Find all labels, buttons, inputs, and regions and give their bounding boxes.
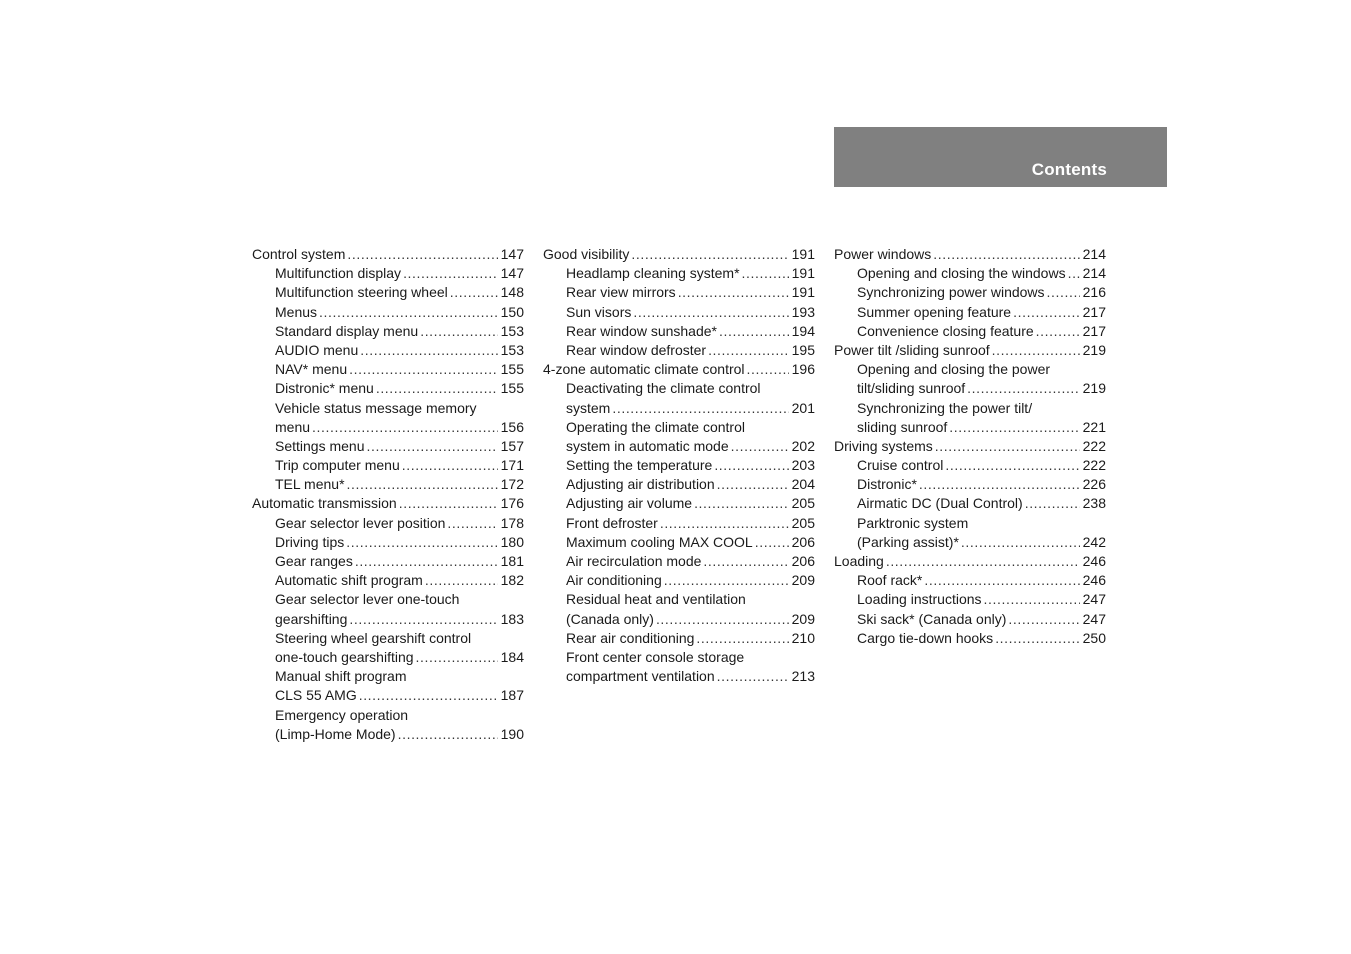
toc-leader-dots — [450, 283, 498, 302]
toc-entry-title: TEL menu* — [275, 476, 345, 493]
toc-entry[interactable] — [543, 667, 815, 686]
toc-entry-page: 213 — [791, 668, 815, 685]
toc-leader-dots — [1036, 322, 1080, 341]
contents-header-tab — [834, 127, 1167, 187]
toc-entry-page: 181 — [500, 553, 524, 569]
toc-entry-title: Air conditioning — [566, 572, 662, 589]
toc-entry[interactable] — [543, 399, 815, 418]
toc-entry-title: NAV* menu — [275, 361, 348, 378]
toc-entry-page: 194 — [791, 322, 815, 339]
toc-entry-title: 4-zone automatic climate control — [543, 361, 745, 378]
toc-entry[interactable] — [834, 360, 1106, 379]
toc-entry-title: Opening and closing the power — [857, 361, 1051, 378]
toc-entry-page: 242 — [1082, 533, 1106, 550]
toc-leader-dots — [742, 264, 789, 283]
toc-entry-title: Multifunction display — [275, 265, 402, 282]
toc-entry-page: 217 — [1082, 303, 1106, 320]
toc-entry[interactable] — [543, 571, 815, 590]
toc-entry-title: Cargo tie-down hooks — [857, 629, 994, 646]
toc-leader-dots — [984, 590, 1080, 609]
toc-leader-dots — [376, 379, 498, 398]
toc-entry[interactable] — [252, 245, 524, 264]
toc-leader-dots — [1013, 303, 1080, 322]
toc-entry-title: Setting the temperature — [566, 457, 713, 474]
toc-entry-page: 250 — [1082, 629, 1106, 646]
toc-column-3 — [834, 245, 1106, 648]
toc-entry[interactable] — [834, 571, 1106, 590]
toc-leader-dots — [731, 437, 789, 456]
toc-entry-title: Loading instructions — [857, 591, 982, 608]
toc-leader-dots — [347, 245, 498, 264]
toc-entry-page: 205 — [791, 495, 815, 512]
toc-leader-dots — [1047, 283, 1080, 302]
toc-entry[interactable] — [252, 283, 524, 302]
toc-entry-page: 247 — [1082, 591, 1106, 608]
toc-entry[interactable] — [543, 456, 815, 475]
toc-entry[interactable] — [252, 590, 524, 609]
toc-entry-title: Convenience closing feature — [857, 322, 1034, 339]
toc-leader-dots — [612, 399, 789, 418]
toc-entry[interactable] — [834, 399, 1106, 418]
toc-entry-page: 196 — [791, 361, 815, 378]
toc-entry-title: (Parking assist)* — [857, 533, 959, 550]
toc-leader-dots — [660, 514, 789, 533]
toc-entry-title: Air recirculation mode — [566, 553, 702, 569]
toc-entry-title: Front center console storage — [566, 648, 745, 665]
toc-entry-page: 204 — [791, 476, 815, 493]
toc-leader-dots — [633, 303, 789, 322]
toc-entry-page: 153 — [500, 322, 524, 339]
toc-entry-title: Adjusting air volume — [566, 495, 693, 512]
toc-entry-title: Residual heat and ventilation — [566, 591, 746, 608]
toc-leader-dots — [924, 571, 1080, 590]
toc-entry-page: 214 — [1082, 246, 1106, 262]
toc-entry[interactable] — [252, 379, 524, 398]
toc-entry[interactable] — [252, 264, 524, 283]
toc-entry-page: 183 — [500, 610, 524, 627]
toc-entry-title: Settings menu — [275, 437, 365, 454]
toc-leader-dots — [319, 303, 498, 322]
toc-entry-page: 221 — [1082, 418, 1106, 435]
toc-entry[interactable] — [252, 629, 524, 648]
toc-entry[interactable] — [543, 533, 815, 552]
toc-entry-page: 206 — [791, 533, 815, 550]
toc-entry-title: Driving systems — [834, 437, 933, 454]
toc-entry-title: menu — [275, 418, 311, 435]
toc-leader-dots — [995, 629, 1080, 648]
toc-entry[interactable] — [834, 552, 1106, 571]
toc-entry-page: 182 — [500, 572, 524, 589]
toc-entry[interactable] — [543, 283, 815, 302]
toc-entry-page: 148 — [500, 284, 524, 301]
toc-entry-page: 246 — [1082, 553, 1106, 569]
toc-entry[interactable] — [834, 264, 1106, 283]
toc-entry-title: AUDIO menu — [275, 341, 359, 358]
toc-entry[interactable] — [834, 456, 1106, 475]
toc-leader-dots — [945, 456, 1080, 475]
toc-entry[interactable] — [834, 437, 1106, 456]
toc-entry[interactable] — [543, 590, 815, 609]
toc-leader-dots — [992, 341, 1080, 360]
toc-entry[interactable] — [834, 245, 1106, 264]
toc-entry[interactable] — [543, 379, 815, 398]
toc-entry-page: 147 — [500, 265, 524, 282]
toc-leader-dots — [349, 360, 498, 379]
page-title: Contents — [1031, 160, 1107, 179]
toc-entry[interactable] — [252, 322, 524, 341]
toc-leader-dots — [678, 283, 789, 302]
toc-leader-dots — [346, 533, 498, 552]
toc-entry-title: Opening and closing the windows — [857, 265, 1066, 282]
toc-entry-page: 172 — [500, 476, 524, 493]
toc-entry[interactable] — [252, 686, 524, 705]
toc-entry-title: Sun visors — [566, 303, 632, 320]
toc-entry-title: system in automatic mode — [566, 437, 729, 454]
toc-entry[interactable] — [543, 322, 815, 341]
toc-entry[interactable] — [543, 341, 815, 360]
toc-leader-dots — [1068, 264, 1080, 283]
toc-entry-title: Automatic shift program — [275, 572, 423, 589]
toc-entry-page: 202 — [791, 437, 815, 454]
toc-leader-dots — [719, 322, 789, 341]
toc-entry-page: 217 — [1082, 322, 1106, 339]
toc-entry[interactable] — [834, 379, 1106, 398]
toc-entry-title: gearshifting — [275, 610, 348, 627]
toc-leader-dots — [696, 629, 789, 648]
toc-entry-page: 222 — [1082, 437, 1106, 454]
toc-entry-title: Control system — [252, 246, 346, 262]
toc-leader-dots — [447, 514, 498, 533]
toc-entry[interactable] — [252, 610, 524, 629]
toc-entry-page: 190 — [500, 725, 524, 742]
toc-leader-dots — [402, 456, 498, 475]
toc-entry-page: 216 — [1082, 284, 1106, 301]
toc-entry-title: Vehicle status message memory — [275, 399, 477, 416]
toc-leader-dots — [933, 245, 1080, 264]
toc-entry-title: Airmatic DC (Dual Control) — [857, 495, 1023, 512]
toc-entry[interactable] — [834, 514, 1106, 533]
toc-entry[interactable] — [252, 648, 524, 667]
toc-entry[interactable] — [252, 341, 524, 360]
toc-leader-dots — [367, 437, 499, 456]
toc-leader-dots — [949, 418, 1080, 437]
toc-entry-page: 219 — [1082, 380, 1106, 397]
toc-entry[interactable] — [543, 475, 815, 494]
toc-entry-title: system — [566, 399, 611, 416]
toc-entry-page: 157 — [500, 437, 524, 454]
toc-entry[interactable] — [834, 494, 1106, 513]
toc-entry-page: 178 — [500, 514, 524, 531]
toc-leader-dots — [399, 494, 498, 513]
toc-entry-title: Gear selector lever one-touch — [275, 591, 460, 608]
toc-entry-title: Adjusting air distribution — [566, 476, 715, 493]
toc-entry[interactable] — [252, 667, 524, 686]
toc-entry-page: 184 — [500, 648, 524, 665]
toc-entry-title: Rear window defroster — [566, 341, 707, 358]
toc-entry[interactable] — [543, 648, 815, 667]
toc-entry-title: Operating the climate control — [566, 418, 745, 435]
toc-entry[interactable] — [252, 706, 524, 725]
toc-entry[interactable] — [252, 437, 524, 456]
toc-leader-dots — [420, 322, 498, 341]
toc-entry[interactable] — [834, 283, 1106, 302]
toc-leader-dots — [403, 264, 498, 283]
toc-entry[interactable] — [252, 418, 524, 437]
toc-entry-page: 155 — [500, 361, 524, 378]
toc-entry-title: Distronic* — [857, 476, 917, 493]
toc-entry-title: Driving tips — [275, 533, 345, 550]
toc-entry[interactable] — [252, 533, 524, 552]
toc-entry-page: 187 — [500, 687, 524, 704]
toc-entry-page: 147 — [500, 246, 524, 262]
toc-entry-page: 191 — [791, 246, 815, 262]
toc-entry[interactable] — [543, 514, 815, 533]
toc-entry-title: Rear air conditioning — [566, 629, 695, 646]
toc-leader-dots — [349, 610, 498, 629]
toc-entry-title: tilt/sliding sunroof — [857, 380, 966, 397]
toc-entry[interactable] — [543, 629, 815, 648]
toc-leader-dots — [416, 648, 498, 667]
toc-entry-page: 209 — [791, 610, 815, 627]
toc-entry-title: (Limp-Home Mode) — [275, 725, 396, 742]
toc-entry[interactable] — [252, 456, 524, 475]
toc-entry[interactable] — [252, 494, 524, 513]
toc-entry[interactable] — [252, 571, 524, 590]
toc-entry-title: Good visibility — [543, 246, 630, 262]
toc-entry-page: 209 — [791, 572, 815, 589]
toc-entry-title: CLS 55 AMG — [275, 687, 357, 704]
toc-entry[interactable] — [543, 264, 815, 283]
toc-entry[interactable] — [834, 610, 1106, 629]
toc-entry-title: Gear ranges — [275, 553, 353, 569]
toc-entry-page: 150 — [500, 303, 524, 320]
toc-entry-page: 180 — [500, 533, 524, 550]
toc-entry-page: 176 — [500, 495, 524, 512]
toc-entry[interactable] — [834, 418, 1106, 437]
toc-entry-title: Front defroster — [566, 514, 658, 531]
toc-entry-title: Summer opening feature — [857, 303, 1012, 320]
toc-entry-title: Automatic transmission — [252, 495, 397, 512]
toc-entry-title: Manual shift program — [275, 668, 407, 685]
toc-entry[interactable] — [834, 303, 1106, 322]
toc-entry[interactable] — [834, 341, 1106, 360]
toc-entry[interactable] — [543, 245, 815, 264]
toc-entry-title: Gear selector lever position — [275, 514, 446, 531]
toc-entry-title: Parktronic system — [857, 514, 969, 531]
toc-entry[interactable] — [834, 322, 1106, 341]
toc-entry-page: 193 — [791, 303, 815, 320]
toc-entry-page: 206 — [791, 553, 815, 569]
toc-entry-title: Maximum cooling MAX COOL — [566, 533, 753, 550]
toc-leader-dots — [347, 475, 498, 494]
toc-entry-title: Trip computer menu — [275, 457, 400, 474]
toc-entry[interactable] — [543, 552, 815, 571]
toc-entry-title: compartment ventilation — [566, 668, 715, 685]
toc-leader-dots — [755, 533, 789, 552]
toc-leader-dots — [694, 494, 789, 513]
toc-entry-page: 203 — [791, 457, 815, 474]
toc-leader-dots — [664, 571, 789, 590]
toc-leader-dots — [1008, 610, 1080, 629]
toc-entry-title: Menus — [275, 303, 318, 320]
toc-entry[interactable] — [543, 494, 815, 513]
toc-leader-dots — [425, 571, 498, 590]
toc-entry[interactable] — [543, 418, 815, 437]
toc-leader-dots — [355, 552, 498, 571]
toc-entry-title: Loading — [834, 553, 884, 569]
toc-leader-dots — [631, 245, 789, 264]
toc-entry-title: Standard display menu — [275, 322, 419, 339]
toc-entry[interactable] — [834, 590, 1106, 609]
toc-leader-dots — [714, 456, 789, 475]
toc-entry-page: 171 — [500, 457, 524, 474]
toc-entry[interactable] — [252, 475, 524, 494]
toc-entry-page: 210 — [791, 629, 815, 646]
toc-leader-dots — [708, 341, 789, 360]
toc-entry[interactable] — [543, 360, 815, 379]
toc-entry-title: Deactivating the climate control — [566, 380, 761, 397]
toc-entry[interactable] — [252, 360, 524, 379]
toc-entry-page: 214 — [1082, 265, 1106, 282]
toc-entry[interactable] — [543, 610, 815, 629]
toc-entry-page: 191 — [791, 265, 815, 282]
toc-entry-page: 238 — [1082, 495, 1106, 512]
toc-leader-dots — [398, 725, 498, 744]
toc-column-1 — [252, 245, 524, 744]
toc-entry-page: 153 — [500, 341, 524, 358]
toc-entry[interactable] — [834, 475, 1106, 494]
toc-entry[interactable] — [252, 725, 524, 744]
toc-entry[interactable] — [834, 629, 1106, 648]
toc-entry-title: Synchronizing power windows — [857, 284, 1045, 301]
toc-column-2 — [543, 245, 815, 686]
toc-entry[interactable] — [252, 303, 524, 322]
toc-leader-dots — [717, 667, 789, 686]
toc-entry-page: 195 — [791, 341, 815, 358]
toc-leader-dots — [961, 533, 1080, 552]
toc-leader-dots — [656, 610, 789, 629]
toc-entry-title: sliding sunroof — [857, 418, 948, 435]
toc-entry-page: 156 — [500, 418, 524, 435]
toc-entry-page: 222 — [1082, 457, 1106, 474]
toc-leader-dots — [312, 418, 498, 437]
toc-entry-title: Rear view mirrors — [566, 284, 676, 301]
toc-leader-dots — [1025, 494, 1080, 513]
toc-leader-dots — [747, 360, 789, 379]
toc-entry[interactable] — [834, 533, 1106, 552]
toc-leader-dots — [703, 552, 789, 571]
toc-entry-title: Headlamp cleaning system* — [566, 265, 740, 282]
toc-leader-dots — [886, 552, 1080, 571]
toc-entry-page: 247 — [1082, 610, 1106, 627]
toc-leader-dots — [967, 379, 1080, 398]
toc-entry-page: 205 — [791, 514, 815, 531]
toc-entry-title: Emergency operation — [275, 706, 409, 723]
toc-entry-title: Power tilt /sliding sunroof — [834, 341, 990, 358]
toc-leader-dots — [359, 686, 498, 705]
toc-entry-page: 201 — [791, 399, 815, 416]
toc-entry-title: Roof rack* — [857, 572, 923, 589]
toc-entry[interactable] — [252, 399, 524, 418]
toc-entry-page: 246 — [1082, 572, 1106, 589]
toc-leader-dots — [360, 341, 498, 360]
toc-entry-title: one-touch gearshifting — [275, 648, 414, 665]
toc-entry-title: Rear window sunshade* — [566, 322, 717, 339]
toc-entry-title: Ski sack* (Canada only) — [857, 610, 1007, 627]
toc-entry[interactable] — [543, 437, 815, 456]
toc-entry-title: Multifunction steering wheel — [275, 284, 448, 301]
toc-entry[interactable] — [252, 552, 524, 571]
toc-entry-title: Power windows — [834, 246, 932, 262]
toc-entry-title: Cruise control — [857, 457, 944, 474]
toc-leader-dots — [935, 437, 1080, 456]
toc-entry-page: 155 — [500, 380, 524, 397]
toc-entry-page: 226 — [1082, 476, 1106, 493]
toc-entry-page: 219 — [1082, 341, 1106, 358]
toc-entry[interactable] — [252, 514, 524, 533]
toc-entry-title: Synchronizing the power tilt/ — [857, 399, 1033, 416]
toc-leader-dots — [919, 475, 1080, 494]
toc-entry-title: (Canada only) — [566, 610, 654, 627]
toc-entry[interactable] — [543, 303, 815, 322]
toc-entry-title: Steering wheel gearshift control — [275, 629, 472, 646]
toc-entry-page: 191 — [791, 284, 815, 301]
toc-leader-dots — [717, 475, 789, 494]
toc-entry-title: Distronic* menu — [275, 380, 374, 397]
